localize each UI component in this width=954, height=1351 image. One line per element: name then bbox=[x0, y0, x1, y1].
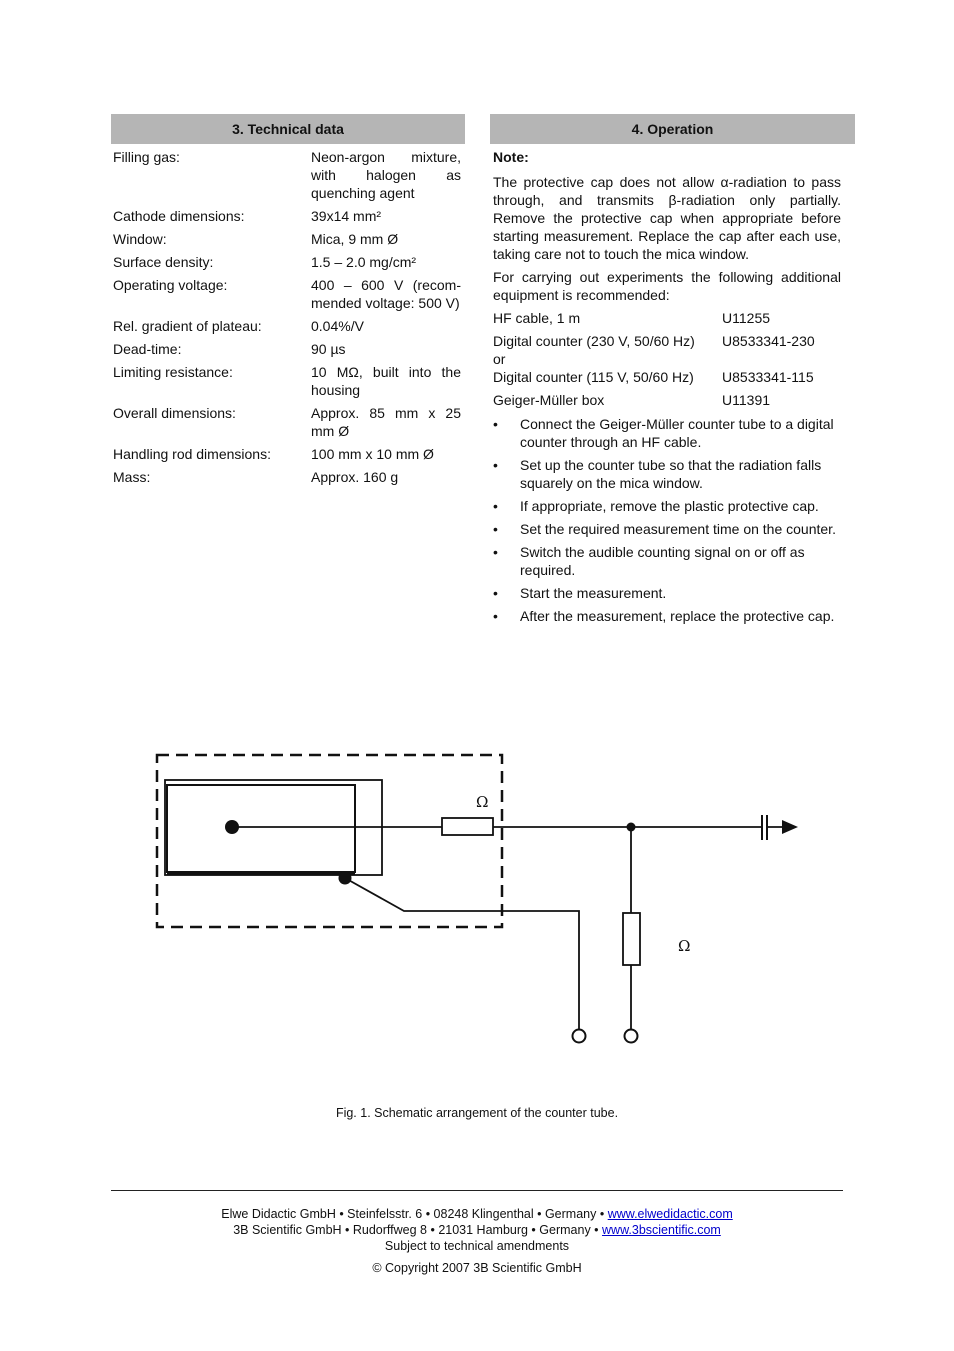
spec-label: Cathode dimensions: bbox=[113, 208, 245, 224]
operation-steps bbox=[493, 415, 841, 625]
footer-address: Elwe Didactic GmbH • Steinfelsstr. 6 • 08248 Klingenthal • Germany • bbox=[221, 1207, 608, 1221]
table-row bbox=[111, 317, 465, 335]
figure-caption: Fig. 1. Schematic arrangement of the counter tube. bbox=[335, 1106, 619, 1120]
counter-tube-schematic bbox=[0, 740, 954, 1060]
tube-cathode bbox=[167, 785, 355, 872]
spec-label: Operating voltage: bbox=[113, 277, 228, 293]
equipment-name: Geiger-Müller box bbox=[493, 392, 605, 408]
spec-label: Rel. gradient of plateau: bbox=[113, 318, 262, 334]
equipment-name: Digital counter (230 V, 50/60 Hz) bbox=[493, 333, 695, 349]
equipment-row bbox=[493, 391, 841, 409]
junction-node bbox=[627, 823, 636, 832]
resistor-label: Ω bbox=[678, 937, 691, 955]
load-resistor bbox=[623, 913, 640, 965]
table-row bbox=[111, 468, 465, 486]
list-item: • Switch the audible counting signal on or off as required. bbox=[493, 543, 841, 579]
spec-label: Overall dimensions: bbox=[113, 405, 236, 421]
spec-label: Dead-time: bbox=[113, 341, 182, 357]
equipment-code: U11391 bbox=[722, 392, 771, 408]
spec-value: Neon-argon mixture, with halogen as quenching agent bbox=[311, 149, 461, 201]
spec-value: 39x14 mm² bbox=[311, 208, 382, 224]
table-row bbox=[111, 148, 465, 202]
footer-address: 3B Scientific GmbH • Rudorffweg 8 • 21031 Hamburg • Germany • bbox=[233, 1223, 603, 1237]
amendments-note: Subject to technical amendments bbox=[384, 1239, 570, 1253]
spec-value: 400 – 600 V (recom-mended voltage: 500 V) bbox=[311, 277, 461, 311]
equipment-name: Digital counter (115 V, 50/60 Hz) bbox=[493, 369, 694, 385]
table-row bbox=[111, 404, 465, 440]
technical-data-table bbox=[111, 148, 465, 486]
spec-value: 90 µs bbox=[311, 341, 346, 357]
operation-body bbox=[490, 144, 855, 625]
equipment-row bbox=[493, 332, 841, 350]
note-text: The protective cap does not allow α-radiation to pass through, and transmits β-radiation only partially. Remove the protective cap when appropriate before starting measurement. Replace the cap after each use, taking care not to touch the mica window. bbox=[493, 174, 841, 262]
spec-value: Approx. 160 g bbox=[311, 469, 399, 485]
equipment-row bbox=[493, 368, 841, 386]
equipment-code: U8533341-230 bbox=[722, 333, 815, 349]
technical-data-section bbox=[111, 114, 465, 491]
cathode-lead bbox=[345, 878, 579, 1030]
equipment-row bbox=[493, 309, 841, 327]
spec-label: Window: bbox=[113, 231, 167, 247]
anode-node bbox=[225, 820, 239, 834]
spec-label: Surface density: bbox=[113, 254, 214, 270]
spec-label: Filling gas: bbox=[113, 149, 180, 165]
spec-value: 0.04%/V bbox=[311, 318, 364, 334]
equipment-or: or bbox=[493, 351, 506, 367]
note-label: Note: bbox=[493, 149, 529, 165]
list-item: • Set up the counter tube so that the radiation falls squarely on the mica window. bbox=[493, 456, 841, 492]
resistor-label: Ω bbox=[476, 793, 489, 811]
list-item: • Set the required measurement time on the counter. bbox=[493, 520, 841, 538]
spec-label: Handling rod dimensions: bbox=[113, 446, 271, 462]
equipment-code: U8533341-115 bbox=[722, 369, 814, 385]
equipment-intro: For carrying out experiments the following additional equipment is recommended: bbox=[493, 269, 841, 303]
list-item: • After the measurement, replace the protective cap. bbox=[493, 607, 841, 625]
supply-terminal bbox=[625, 1030, 638, 1043]
equipment-code: U11255 bbox=[722, 310, 771, 326]
spec-value: Mica, 9 mm Ø bbox=[311, 231, 399, 247]
table-row bbox=[111, 363, 465, 399]
footer bbox=[0, 1206, 954, 1276]
list-item: • Connect the Geiger-Müller counter tube to a digital counter through an HF cable. bbox=[493, 415, 841, 451]
table-row bbox=[111, 230, 465, 248]
equipment-name: HF cable, 1 m bbox=[493, 310, 581, 326]
limiting-resistor bbox=[442, 818, 493, 835]
footer-line-elwe bbox=[0, 1206, 954, 1222]
spec-label: Mass: bbox=[113, 469, 151, 485]
spec-label: Limiting resistance: bbox=[113, 364, 233, 380]
footer-divider bbox=[111, 1190, 843, 1191]
cathode-node bbox=[339, 872, 352, 885]
elwe-website-link[interactable]: www.elwedidactic.com bbox=[607, 1207, 733, 1221]
operation-section bbox=[490, 114, 855, 630]
list-item: • Start the measurement. bbox=[493, 584, 841, 602]
spec-value: 1.5 – 2.0 mg/cm² bbox=[311, 254, 417, 270]
operation-heading: 4. Operation bbox=[490, 114, 855, 144]
output-arrow-icon bbox=[782, 820, 798, 834]
technical-data-heading: 3. Technical data bbox=[111, 114, 465, 144]
footer-line-3b bbox=[0, 1222, 954, 1238]
table-row bbox=[111, 340, 465, 358]
spec-value: 100 mm x 10 mm Ø bbox=[311, 446, 434, 462]
table-row bbox=[111, 445, 465, 463]
ground-terminal bbox=[573, 1030, 586, 1043]
spec-value: Approx. 85 mm x 25 mm Ø bbox=[311, 405, 461, 439]
spec-value: 10 MΩ, built into the housing bbox=[311, 364, 461, 398]
table-row bbox=[111, 253, 465, 271]
copyright: © Copyright 2007 3B Scientific GmbH bbox=[372, 1261, 582, 1275]
3b-website-link[interactable]: www.3bscientific.com bbox=[602, 1223, 721, 1237]
table-row bbox=[111, 276, 465, 312]
list-item: • If appropriate, remove the plastic protective cap. bbox=[493, 497, 841, 515]
table-row bbox=[111, 207, 465, 225]
